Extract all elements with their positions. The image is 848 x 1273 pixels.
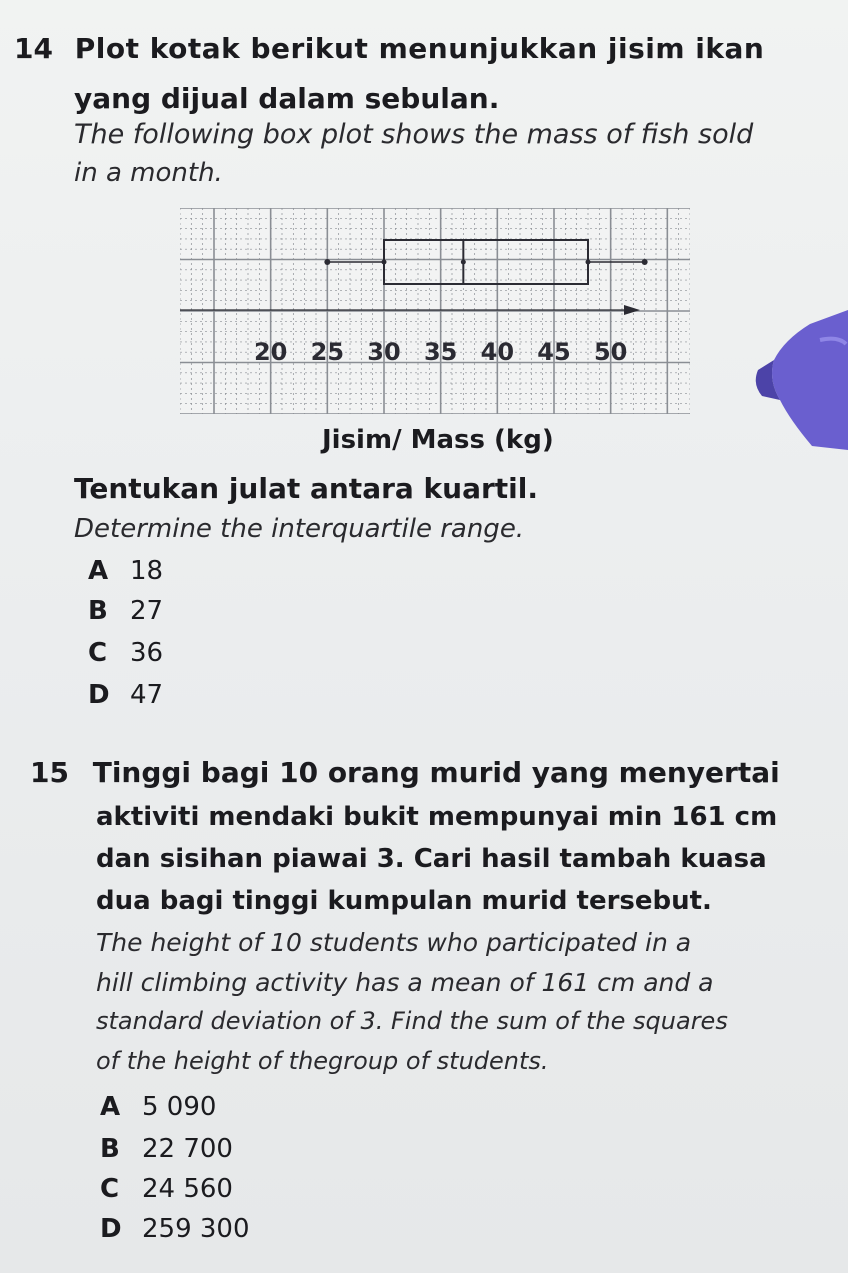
option-value: 36 — [130, 638, 164, 668]
tick-label: 50 — [593, 338, 628, 366]
pen-object — [750, 300, 848, 460]
q15-option-a[interactable] — [100, 1092, 216, 1122]
median-point — [461, 260, 466, 265]
q15-malay-line3: dan sisihan piawai 3. Cari hasil tambah kuasa — [96, 844, 767, 874]
q14-english-line2: in a month. — [74, 158, 223, 188]
option-letter: A — [100, 1092, 121, 1122]
option-value: 24 560 — [142, 1174, 233, 1204]
option-value: 5 090 — [142, 1092, 217, 1122]
tick-label: 25 — [310, 338, 345, 366]
q15-option-d[interactable] — [100, 1214, 250, 1244]
q14-english-line1: The following box plot shows the mass of fish sold — [74, 119, 754, 150]
q1-point — [382, 260, 387, 265]
option-letter: A — [88, 556, 109, 586]
option-letter: D — [100, 1214, 122, 1244]
tick-label: 35 — [423, 338, 458, 366]
q14-option-d[interactable] — [88, 680, 163, 710]
q14-option-a[interactable] — [88, 556, 163, 586]
option-value: 22 700 — [142, 1134, 233, 1164]
option-value: 27 — [130, 596, 164, 626]
tick-label: 45 — [537, 338, 571, 366]
q15-malay-line4: dua bagi tinggi kumpulan murid tersebut. — [96, 886, 712, 916]
q14-option-c[interactable] — [88, 638, 163, 668]
q15-option-c[interactable] — [100, 1174, 233, 1204]
q15-english-line1: The height of 10 students who participated in a — [96, 928, 692, 957]
box-plot-figure — [180, 208, 690, 414]
tick-label: 30 — [367, 338, 401, 366]
option-letter: B — [100, 1134, 120, 1164]
option-value: 47 — [130, 680, 164, 710]
option-letter: B — [88, 596, 108, 626]
q14-header-line — [14, 32, 764, 66]
q15-english-line2: hill climbing activity has a mean of 161 cm and a — [96, 968, 714, 997]
q14-malay-line1: Plot kotak berikut menunjukkan jisim ikan — [74, 32, 765, 65]
option-value: 259 300 — [142, 1214, 250, 1244]
q3-point — [586, 260, 591, 265]
axis-caption: Jisim/ Mass (kg) — [322, 425, 554, 455]
q14-option-b[interactable] — [88, 596, 163, 626]
q15-malay-line1: Tinggi bagi 10 orang murid yang menyertai — [92, 756, 780, 789]
q15-english-line3: standard deviation of 3. Find the sum of the squares — [96, 1007, 728, 1035]
q15-option-b[interactable] — [100, 1134, 233, 1164]
minimum-point — [324, 259, 330, 265]
q15-malay-line2: aktiviti mendaki bukit mempunyai min 161 cm — [96, 802, 778, 832]
q15-header-line — [30, 756, 780, 790]
tick-label: 40 — [480, 338, 515, 366]
tick-label: 20 — [253, 338, 288, 366]
option-letter: C — [100, 1174, 120, 1204]
option-letter: C — [88, 638, 108, 668]
q14-question-english: Determine the interquartile range. — [74, 514, 525, 544]
q14-question-malay: Tentukan julat antara kuartil. — [74, 472, 539, 505]
maximum-point — [642, 259, 648, 265]
q15-english-line4: of the height of thegroup of students. — [96, 1047, 549, 1075]
q14-malay-line2: yang dijual dalam sebulan. — [74, 82, 500, 115]
question-number: 15 — [30, 756, 69, 789]
option-letter: D — [88, 680, 110, 710]
option-value: 18 — [130, 556, 164, 586]
question-number: 14 — [14, 32, 53, 65]
